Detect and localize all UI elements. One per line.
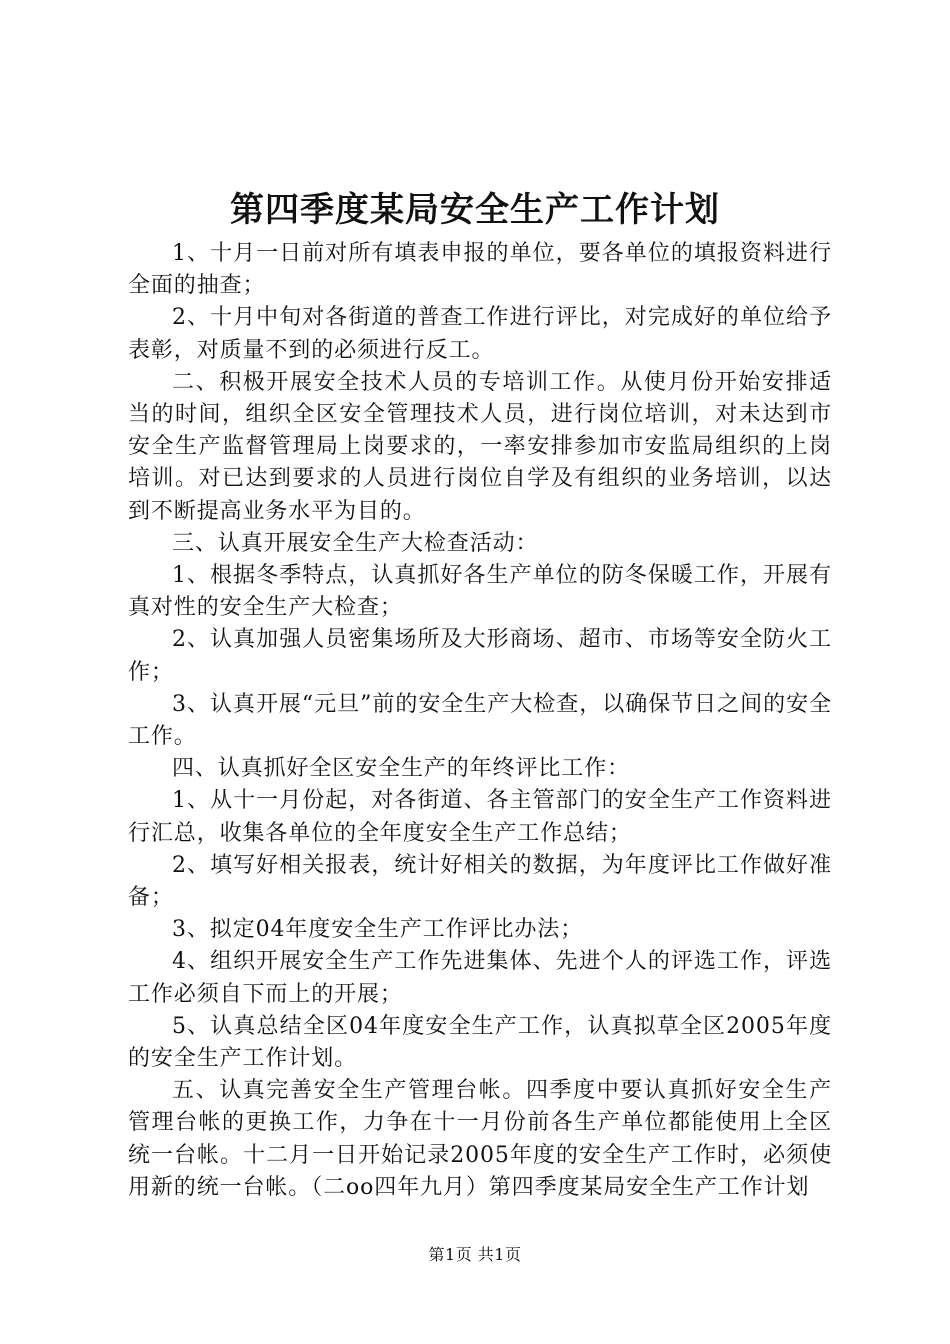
paragraph-3: 二、积极开展安全技术人员的专培训工作。从使月份开始安排适当的时间，组织全区安全管理技术人员，进行岗位培训，对未达到市安全生产监督管理局上岗要求的，一率安排参加市安监局组织的上岗培训。对已达到要求的人员进行岗位自学及有组织的业务培训，以达到不断提高业务水平为目的。 [128,369,832,524]
document-title: 第四季度某局安全生产工作计划 [230,190,720,230]
paragraph-2: 2、十月中旬对各街道的普查工作进行评比，对完成好的单位给予表彰，对质量不到的必须进行反工。 [128,305,832,363]
paragraph-12: 4、组织开展安全生产工作先进集体、先进个人的评选工作，评选工作必须自下而上的开展； [128,949,832,1007]
paragraph-13: 5、认真总结全区04年度安全生产工作，认真拟草全区2005年度的安全生产工作计划。 [128,1013,832,1072]
paragraph-5: 1、根据冬季特点，认真抓好各生产单位的防冬保暖工作，开展有真对性的安全生产大检查； [128,563,832,621]
paragraph-8: 四、认真抓好全区安全生产的年终评比工作： [172,756,631,782]
paragraph-4: 三、认真开展安全生产大检查活动： [172,530,539,556]
paragraph-14: 五、认真完善安全生产管理台帐。四季度中要认真抓好安全生产管理台帐的更换工作，力争在十一月份前各生产单位都能使用上全区统一台帐。十二月一日开始记录2005年度的安全生产工作时，必须使用新的统一台帐。（二oo四年九月）第四季度某局安全生产工作计划 [128,1078,832,1200]
document-body [128,238,832,1204]
paragraph-7: 3、认真开展“元旦”前的安全生产大检查，以确保节日之间的安全工作。 [128,691,832,750]
paragraph-10: 2、填写好相关报表，统计好相关的数据，为年度评比工作做好准备； [128,852,832,911]
paragraph-1: 1、十月一日前对所有填表申报的单位，要各单位的填报资料进行全面的抽查； [128,241,832,299]
page-footer: 第1页 共1页 [428,1245,522,1264]
paragraph-6: 2、认真加强人员密集场所及大形商场、超市、市场等安全防火工作； [128,627,832,685]
paragraph-11: 3、拟定04年度安全生产工作评比办法； [172,917,584,943]
paragraph-9: 1、从十一月份起，对各街道、各主管部门的安全生产工作资料进行汇总，收集各单位的全年度安全生产工作总结； [128,788,832,846]
